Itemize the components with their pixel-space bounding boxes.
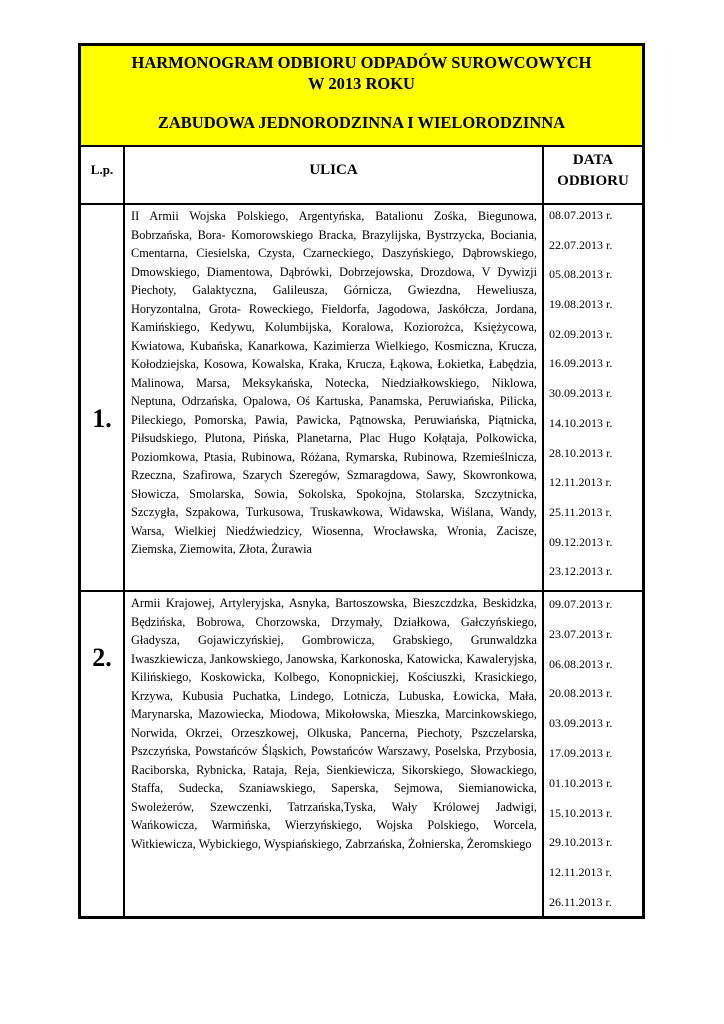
pickup-dates xyxy=(549,208,641,594)
street-list: Armii Krajowej, Artyleryjska, Asnyka, Bartoszowska, Bieszczdzka, Beskidzka, Będzińska, Bobrowa, Chorzowska, Drzymały, Działkowa, Gałczyńskiego, Gładysza, Gojawiczyńskiej, Gombrowicza, Grabskiego, Grunwaldzka Iwaszkiewicza, Jankowskiego, Janowska, Karkonoska, Katowicka, Kawaleryjska, Kilińskiego, Koskowicka, Kolbego, Konopnickiej, Kościuszki, Krasickiego, Krzywa, Kubusia Puchatka, Lindego, Lotnicza, Lubuska, Łowicka, Mała, Marynarska, Mazowiecka, Miodowa, Mikołowska, Mieszka, Marcinkowskiego, Norwida, Okrzei, Orzeszkowej, Olkuska, Pancerna, Piechoty, Pszczelarska, Pszczyńska, Powstańców Śląskich, Powstańców Warszawy, Poselska, Przybosia, Raciborska, Rybnicka, Rataja, Reja, Sienkiewicza, Sikorskiego, Słowackiego, Staffa, Sudecka, Szaniawskiego, Saperska, Sejmowa, Siemianowicka, Swoleżerów, Szewczenki, Tatrzańska,Tyska, Wały Królowej Jadwigi, Wańkowicza, Warmińska, Wierzyńskiego, Wojska Polskiego, Worcela, Witkiewicza, Wybickiego, Wyspiańskiego, Zabrzańska, Żołnierska, Żeromskiego xyxy=(131,596,537,851)
pickup-date: 09.07.2013 r. xyxy=(549,597,613,611)
column-header-ulica: ULICA xyxy=(309,162,358,178)
pickup-date: 08.07.2013 r. xyxy=(549,208,613,222)
schedule-table xyxy=(78,43,645,919)
pickup-date: 09.12.2013 r. xyxy=(549,534,613,549)
row-number: 2. xyxy=(92,643,112,672)
pickup-date: 26.11.2013 r. xyxy=(549,894,612,909)
header-row-divider xyxy=(81,203,642,205)
pickup-date: 22.07.2013 r. xyxy=(549,237,613,252)
column-header-data-line2: ODBIORU xyxy=(557,173,629,189)
row-number: 1. xyxy=(92,404,112,433)
pickup-date: 14.10.2013 r. xyxy=(549,415,613,430)
pickup-date: 16.09.2013 r. xyxy=(549,356,613,371)
column-header-data-line1: DATA xyxy=(572,152,614,168)
column-divider-date xyxy=(542,147,544,916)
pickup-date: 23.07.2013 r. xyxy=(549,626,613,641)
pickup-date: 28.10.2013 r. xyxy=(549,445,613,460)
column-header-data xyxy=(544,150,642,192)
column-divider-lp xyxy=(123,147,125,916)
title-banner xyxy=(81,46,642,147)
pickup-date: 06.08.2013 r. xyxy=(549,656,613,671)
column-header-lp: L.p. xyxy=(90,162,114,177)
pickup-date: 12.11.2013 r. xyxy=(549,475,612,490)
pickup-date: 02.09.2013 r. xyxy=(549,326,613,341)
pickup-dates xyxy=(549,597,641,925)
pickup-date: 17.09.2013 r. xyxy=(549,745,613,760)
row-divider xyxy=(81,590,642,592)
pickup-date: 12.11.2013 r. xyxy=(549,865,612,880)
title-line-2: W 2013 ROKU xyxy=(308,74,415,93)
pickup-date: 19.08.2013 r. xyxy=(549,297,613,312)
pickup-date: 30.09.2013 r. xyxy=(549,386,613,401)
street-list: II Armii Wojska Polskiego, Argentyńska, Batalionu Zośka, Biegunowa, Bobrzańska, Bora- Komorowskiego Bracka, Brazylijska, Bystrzycka, Bociania, Cmentarna, Ciesielska, Czysta, Czarneckiego, Daszyńskiego, Dąbrowskiego, Dmowskiego, Diamentowa, Dąbrówki, Dobrzejowska, Drozdowa, V Dywizji Piechoty, Galaktyczna, Galileusza, Górnicza, Gwiezdna, Heweliusza, Horyzontalna, Grota- Roweckiego, Fieldorfa, Jagodowa, Jaskółcza, Jordana, Kamińskiego, Kedywu, Kolumbijska, Koralowa, Koziorożca, Księżycowa, Kwiatowa, Kubańska, Kanarkowa, Kazimierza Wielkiego, Kosmiczna, Krucza, Kołodziejska, Kosowa, Kowalska, Kraka, Krucza, Łąkowa, Łokietka, Łabędzia, Malinowa, Marsa, Meksykańska, Notecka, Niedziałkowskiego, Niklowa, Neptuna, Odrzańska, Opalowa, Oś Kartuska, Panamska, Peruwiańska, Pilicka, Pileckiego, Pomorska, Pawia, Pawicka, Pątnowska, Peruwiańska, Piątnicka, Piłsudskiego, Plutona, Pińska, Planetarna, Plac Hugo Kołątaja, Polkowicka, Poziomkowa, Ptasia, Rubinowa, Różana, Rymarska, Rubinowa, Rzemieślnicza, Rzeczna, Szafirowa, Szarych Szeregów, Szmaragdowa, Sawy, Skowronkowa, Słowicza, Smolarska, Sowia, Sokolska, Spokojna, Stolarska, Szczytnicka, Szczygła, Szpakowa, Turkusowa, Truskawkowa, Widawska, Wiślana, Wandy, Warsa, Wielkiej Niedźwiedzicy, Wiosenna, Wrocławska, Wronia, Zacisze, Ziemska, Ziemowita, Złota, Żurawia xyxy=(131,209,537,556)
pickup-date: 15.10.2013 r. xyxy=(549,805,613,820)
title-line-1: HARMONOGRAM ODBIORU ODPADÓW SUROWCOWYCH xyxy=(131,53,592,72)
pickup-date: 25.11.2013 r. xyxy=(549,504,612,519)
pickup-date: 23.12.2013 r. xyxy=(549,564,613,579)
pickup-date: 03.09.2013 r. xyxy=(549,716,613,731)
pickup-date: 20.08.2013 r. xyxy=(549,686,613,701)
pickup-date: 29.10.2013 r. xyxy=(549,835,613,850)
subtitle: ZABUDOWA JEDNORODZINNA I WIELORODZINNA xyxy=(157,113,566,132)
pickup-date: 01.10.2013 r. xyxy=(549,775,613,790)
pickup-date: 05.08.2013 r. xyxy=(549,267,613,282)
